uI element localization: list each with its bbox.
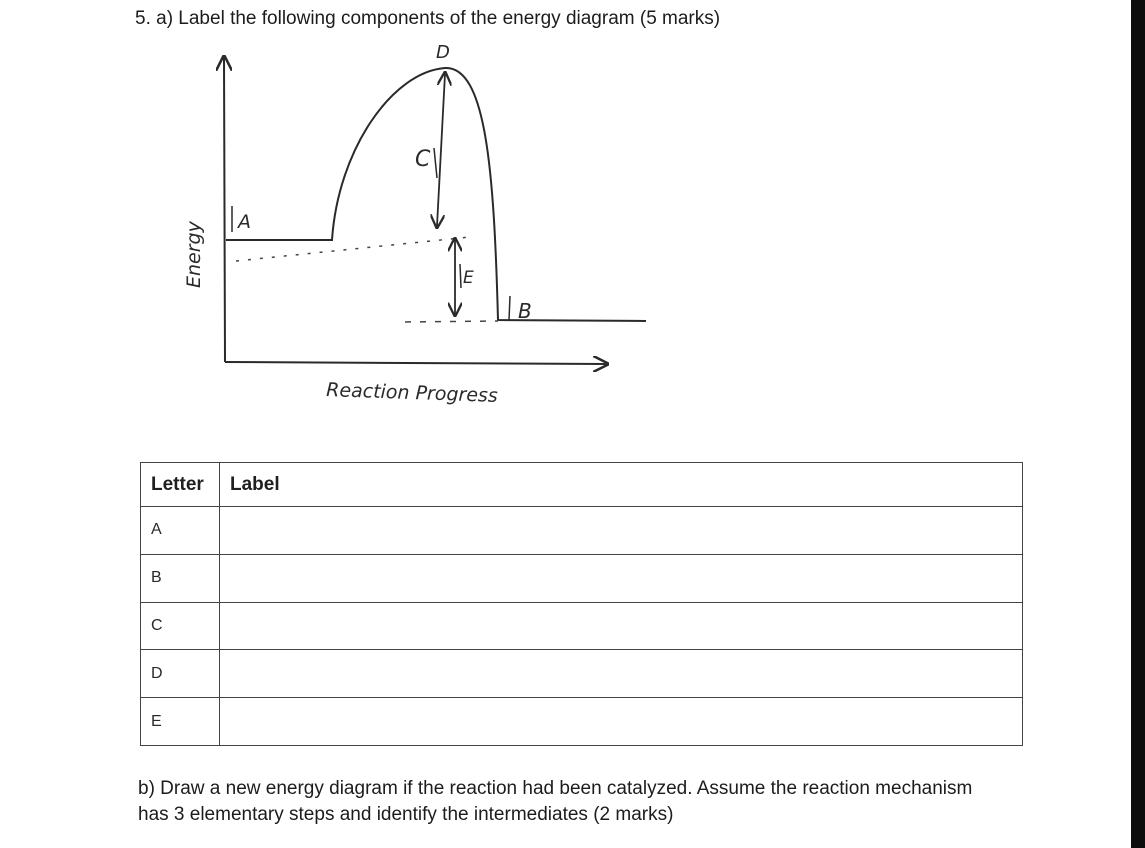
table-row	[141, 650, 1023, 698]
letter-column-header: Letter	[141, 463, 220, 507]
product-level-dashed-line	[405, 321, 498, 322]
label-c-bracket	[434, 148, 437, 178]
arrow-c	[437, 74, 445, 226]
row-letter: D	[141, 650, 220, 698]
x-axis	[225, 362, 606, 364]
table-row	[141, 602, 1023, 650]
row-label-cell[interactable]	[220, 650, 1023, 698]
label-e-bracket	[460, 264, 461, 288]
table-row	[141, 698, 1023, 746]
label-b-bracket	[509, 296, 510, 320]
row-letter: B	[141, 554, 220, 602]
x-axis-label: Reaction Progress	[325, 379, 499, 407]
question-title: 5. a) Label the following components of the energy diagram (5 marks)	[135, 8, 721, 29]
table-row	[141, 554, 1023, 602]
label-column-header: Label	[220, 463, 1023, 507]
table-header-row	[141, 463, 1023, 507]
row-label-cell[interactable]	[220, 602, 1023, 650]
question-part-b: b) Draw a new energy diagram if the reaction had been catalyzed. Assume the reaction mechanism has 3 elementary steps and identify the intermediates (2 marks)	[138, 778, 973, 825]
marker-a: A	[238, 211, 251, 233]
energy-curve	[226, 68, 646, 321]
row-letter: E	[141, 698, 220, 746]
row-label-cell[interactable]	[220, 698, 1023, 746]
table-row	[141, 507, 1023, 555]
marker-c: C	[415, 147, 431, 172]
y-axis	[224, 58, 225, 362]
marker-d: D	[436, 42, 450, 63]
row-letter: C	[141, 602, 220, 650]
row-label-cell[interactable]	[220, 554, 1023, 602]
marker-e: E	[463, 268, 474, 288]
row-letter: A	[141, 507, 220, 555]
y-axis-label: Energy	[183, 221, 205, 288]
label-table	[140, 462, 1023, 746]
row-label-cell[interactable]	[220, 507, 1023, 555]
marker-b: B	[518, 299, 532, 323]
